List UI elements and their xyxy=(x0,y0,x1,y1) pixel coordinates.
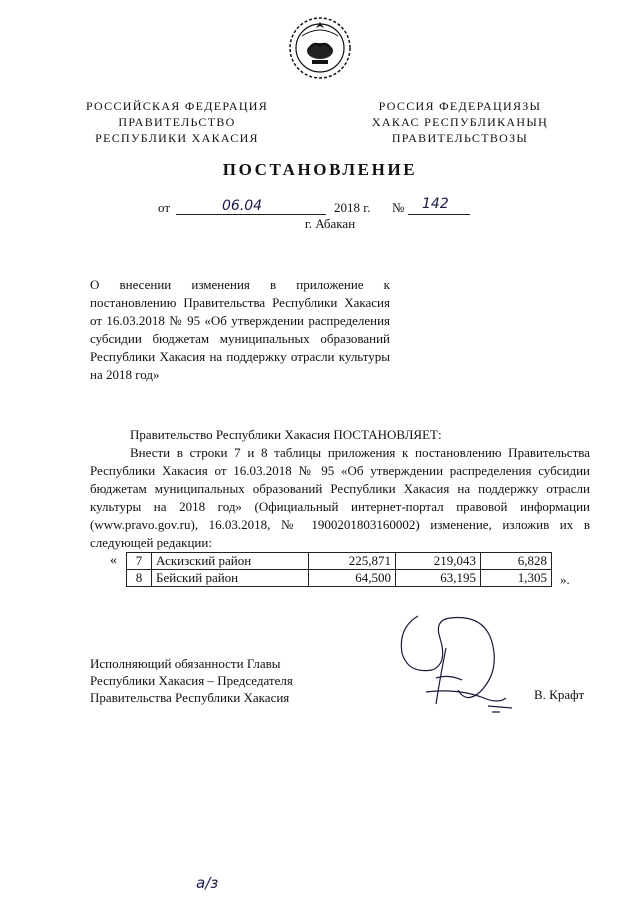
header-left-line-3: РЕСПУБЛИКИ ХАКАСИЯ xyxy=(95,131,259,145)
signatory-line-1: Исполняющий обязанности Главы xyxy=(90,656,281,671)
document-subject: О внесении изменения в приложение к постановлению Правительства Республики Хакасия от 16.03.2018 № 95 «Об утверждении распределения субсидии бюджетам муниципальных образований Республики Хакасия на поддержку отрасли культуры на 2018 год» xyxy=(90,277,390,382)
header-left xyxy=(82,98,272,146)
table-cell: 1,305 xyxy=(481,570,552,587)
table-cell: Аскизский район xyxy=(152,553,309,570)
table-cell: 219,043 xyxy=(396,553,481,570)
date-prefix: от xyxy=(158,200,171,215)
table-cell: 64,500 xyxy=(309,570,396,587)
header-right-line-3: ПРАВИТЕЛЬСТВОЗЫ xyxy=(391,131,529,145)
amendment-table xyxy=(126,552,552,587)
header-left-line-1: РОССИЙСКАЯ ФЕДЕРАЦИЯ xyxy=(85,99,269,113)
date-underline xyxy=(176,214,326,215)
table-cell: 6,828 xyxy=(481,553,552,570)
number-sign: № xyxy=(392,200,405,215)
date-line xyxy=(0,198,640,218)
date-year: 2018 г. xyxy=(334,200,371,215)
header-left-line-2: ПРАВИТЕЛЬСТВО xyxy=(118,115,236,129)
document-title: ПОСТАНОВЛЕНИЕ xyxy=(222,160,418,179)
city: г. Абакан xyxy=(304,216,356,231)
date-handwritten: 06.04 xyxy=(222,198,263,214)
amendment-table-wrap xyxy=(126,552,552,587)
table-cell: 225,871 xyxy=(309,553,396,570)
table-row xyxy=(127,553,552,570)
number-underline xyxy=(408,214,470,215)
table-row xyxy=(127,570,552,587)
signatory-name: В. Крафт xyxy=(534,687,585,702)
signatory-line-3: Правительства Республики Хакасия xyxy=(90,690,290,705)
signature-icon xyxy=(388,608,538,718)
footer-handwritten-mark: а/з xyxy=(196,874,219,892)
header-right xyxy=(360,98,560,146)
table-cell: 63,195 xyxy=(396,570,481,587)
signatory-title xyxy=(90,655,293,706)
emblem-icon xyxy=(288,16,352,80)
table-cell: 8 xyxy=(127,570,152,587)
body-paragraph: Внести в строки 7 и 8 таблицы приложения к постановлению Правительства Республики Хакасия от 16.03.2018 № 95 «Об утверждении распределения субсидии бюджетам муниципальных образований Республики Хакасия на поддержку отрасли культуры на 2018 год» (Официальный интернет-портал правовой информации (www.pravo.gov.ru), 16.03.2018, № 1900201803160002) изменение, изложив их в следующей редакции: xyxy=(90,445,590,550)
table-close-quote: ». xyxy=(560,572,570,587)
table-cell: 7 xyxy=(127,553,152,570)
header-right-line-2: ХАКАС РЕСПУБЛИКАНЫҢ xyxy=(371,115,549,129)
resolves-line: Правительство Республики Хакасия ПОСТАНОВЛЯЕТ: xyxy=(130,427,442,442)
number-handwritten: 142 xyxy=(422,196,449,212)
coat-of-arms-emblem xyxy=(288,16,352,80)
table-cell: Бейский район xyxy=(152,570,309,587)
table-open-quote: « xyxy=(110,553,117,568)
signatory-line-2: Республики Хакасия – Председателя xyxy=(90,673,293,688)
header-right-line-1: РОССИЯ ФЕДЕРАЦИЯЗЫ xyxy=(378,99,542,113)
handwritten-signature xyxy=(388,608,538,718)
